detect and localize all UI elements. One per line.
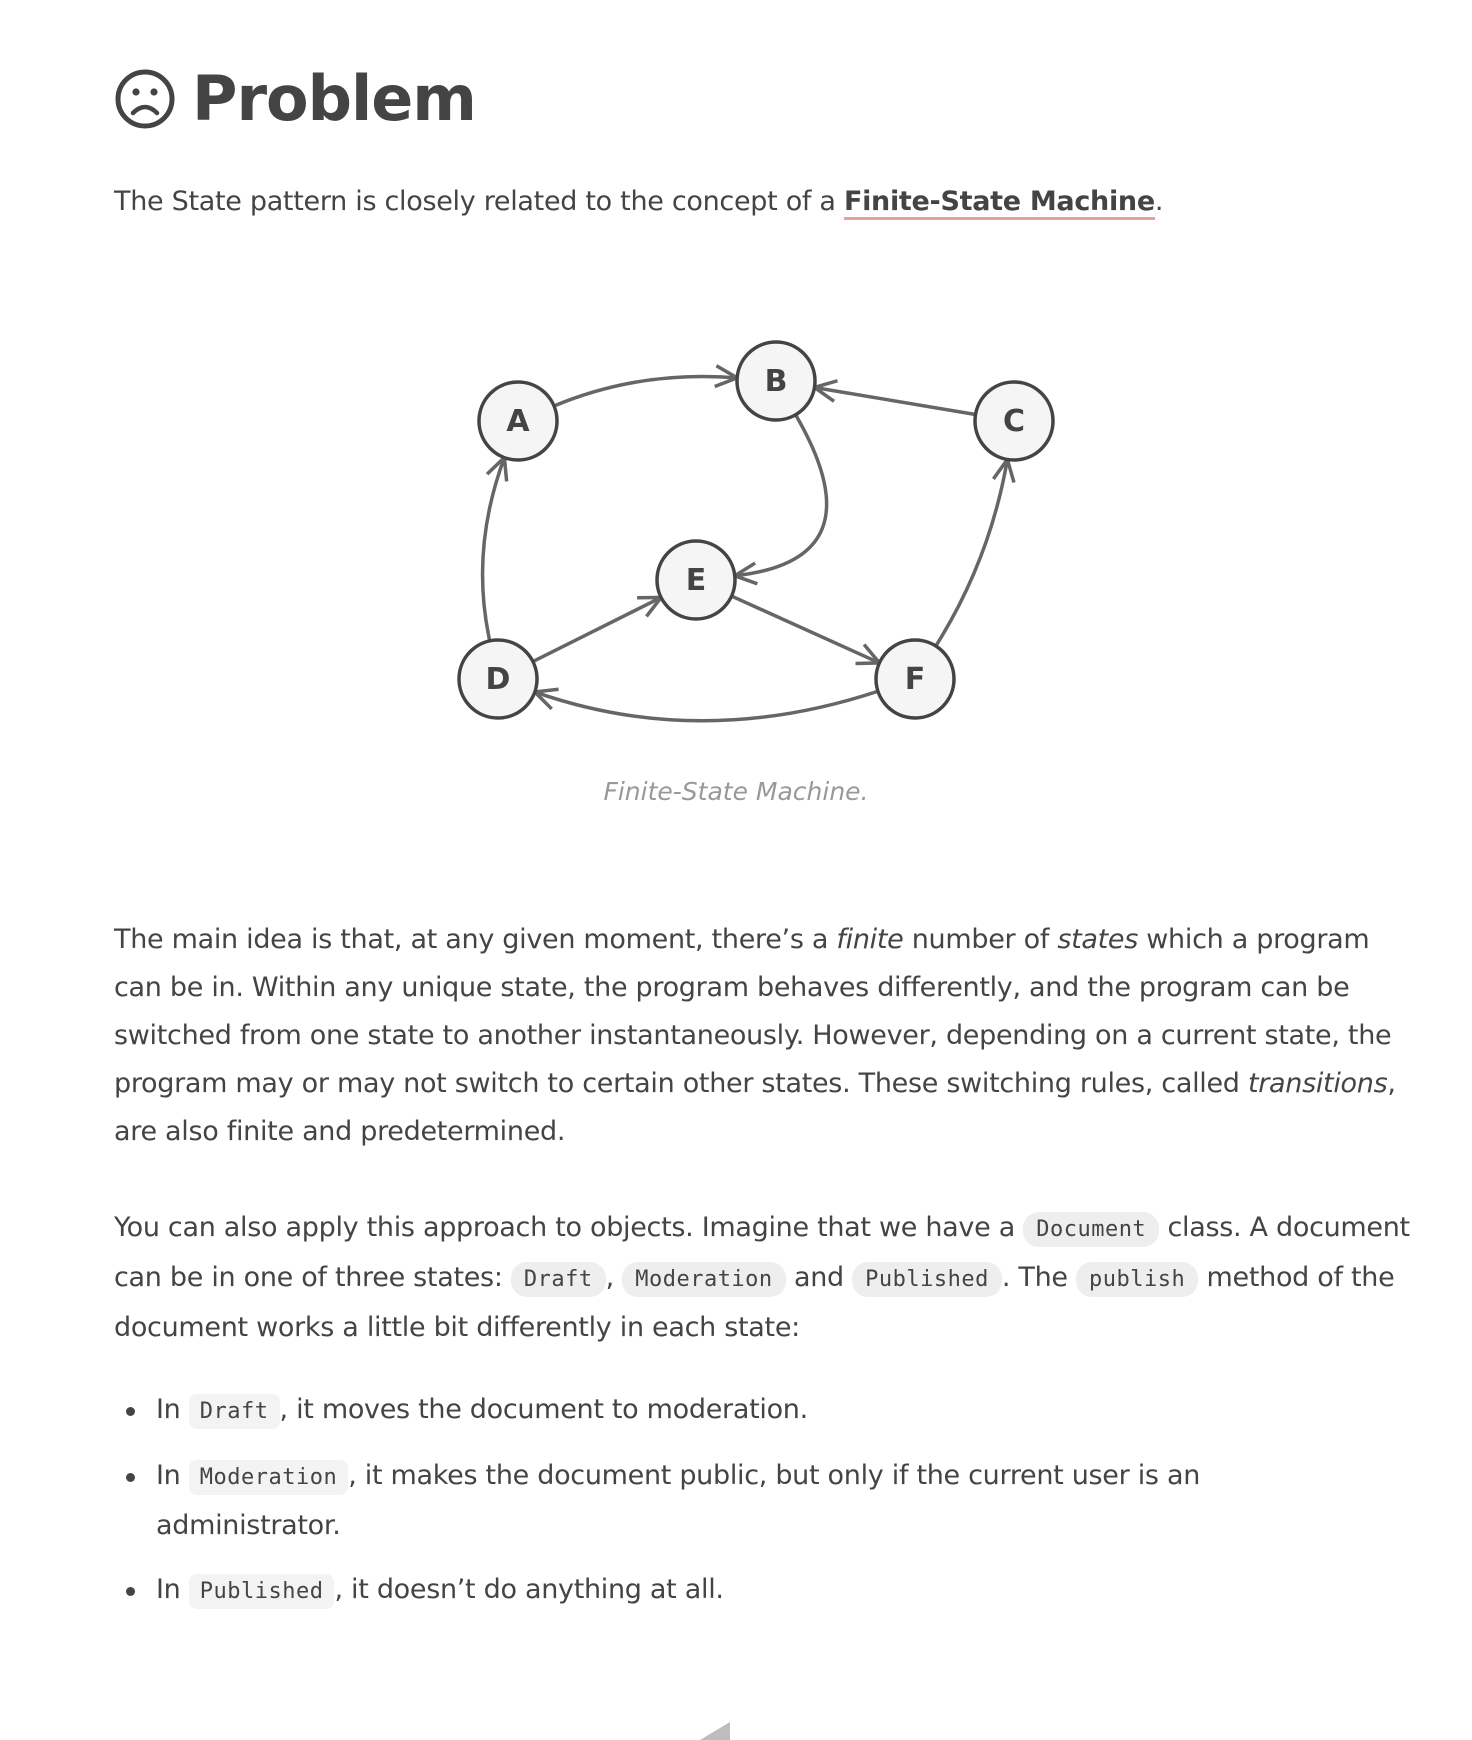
text: and xyxy=(785,1262,853,1293)
text: The main idea is that, at any given moment, there’s a xyxy=(114,924,837,955)
state-node-b xyxy=(737,342,815,420)
emphasis-transitions: transitions xyxy=(1247,1068,1388,1099)
text: In xyxy=(156,1460,189,1491)
text: class. A document can be in one of three states: xyxy=(114,1212,1410,1293)
state-label: D xyxy=(485,662,511,697)
list-item xyxy=(156,1452,1376,1550)
emphasis-states: states xyxy=(1057,924,1138,955)
section-heading xyxy=(114,62,476,135)
intro-paragraph xyxy=(114,178,1384,226)
transition-d-to-a xyxy=(483,458,505,641)
text: method of the document works a little bit differently in each state: xyxy=(114,1262,1395,1343)
text: number of xyxy=(903,924,1058,955)
code-draft: Draft xyxy=(511,1262,606,1297)
state-label: F xyxy=(904,662,926,697)
code-publish: publish xyxy=(1076,1262,1198,1297)
finite-state-machine-link[interactable]: Finite-State Machine xyxy=(844,186,1155,220)
main-idea-paragraph xyxy=(114,916,1414,1156)
code-moderation: Moderation xyxy=(622,1262,785,1297)
state-node-a xyxy=(479,382,557,460)
transition-f-to-d xyxy=(535,691,878,721)
text: You can also apply this approach to objects. Imagine that we have a xyxy=(114,1212,1024,1243)
text: , it doesn’t do anything at all. xyxy=(334,1574,724,1605)
code-published: Published xyxy=(852,1262,1002,1297)
next-figure-partial xyxy=(700,1722,730,1740)
transition-d-to-e xyxy=(533,597,661,661)
state-behavior-list xyxy=(114,1386,1376,1632)
fsm-diagram xyxy=(0,330,1472,770)
fsm-figure xyxy=(0,330,1472,830)
text: . The xyxy=(1001,1262,1077,1293)
section-title: Problem xyxy=(192,62,476,135)
text: , xyxy=(605,1262,623,1293)
code-moderation: Moderation xyxy=(189,1460,348,1495)
emphasis-finite: finite xyxy=(836,924,904,955)
transition-b-to-e xyxy=(735,415,827,576)
state-label: C xyxy=(1002,404,1026,439)
intro-period: . xyxy=(1154,186,1164,217)
code-draft: Draft xyxy=(189,1394,280,1429)
code-published: Published xyxy=(189,1574,335,1609)
intro-text: The State pattern is closely related to the concept of a xyxy=(114,186,844,217)
state-label: E xyxy=(685,563,707,598)
text: , it moves the document to moderation. xyxy=(279,1394,808,1425)
transition-f-to-c xyxy=(936,459,1008,646)
text: , it makes the document public, but only if the current user is an administrator. xyxy=(156,1460,1201,1541)
state-node-e xyxy=(657,541,735,619)
transition-e-to-f xyxy=(732,596,880,663)
figure-caption: Finite-State Machine. xyxy=(603,777,869,806)
transition-a-to-b xyxy=(554,376,737,406)
list-item xyxy=(156,1566,1376,1616)
document-example-paragraph xyxy=(114,1204,1414,1352)
sad-face-icon xyxy=(114,68,176,130)
state-node-f xyxy=(876,640,954,718)
text: In xyxy=(156,1394,189,1425)
transition-c-to-b xyxy=(814,387,975,414)
state-node-c xyxy=(975,382,1053,460)
text: In xyxy=(156,1574,189,1605)
state-label: A xyxy=(506,404,530,439)
code-document: Document xyxy=(1023,1212,1159,1247)
list-item xyxy=(156,1386,1376,1436)
text: which a program can be in. Within any unique state, the program behaves differently, and the program can be switched from one state to another instantaneously. However, depending on a current state, the program may or may not switch to certain other states. These switching rules, called xyxy=(114,924,1392,1099)
state-label: B xyxy=(764,364,788,399)
state-node-d xyxy=(459,640,537,718)
text: , are also finite and predetermined. xyxy=(114,1068,1396,1147)
